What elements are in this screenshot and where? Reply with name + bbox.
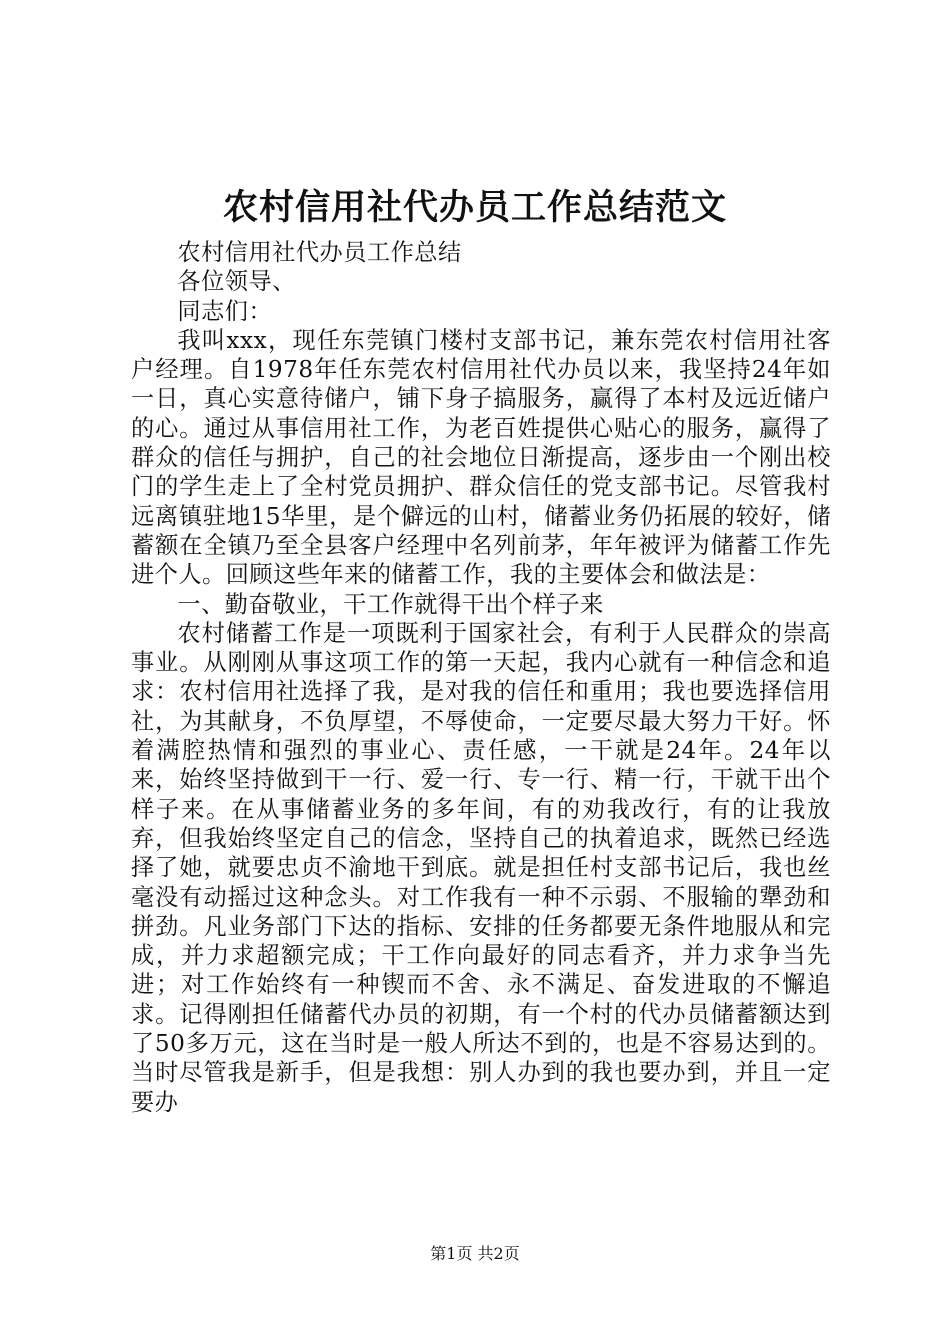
paragraph-intro: 我叫xxx，现任东莞镇门楼村支部书记，兼东莞农村信用社客户经理。自1978年任东莞农村信用社代办员以来，我坚持24年如一日，真心实意待储户，铺下身子搞服务，赢得了本村及远近储户的心。通过从事信用社工作，为老百姓提供心贴心的服务，赢得了群众的信任与拥护，自己的社会地位日渐提高，逐步由一个刚出校门的学生走上了全村党员拥护、群众信任的党支部书记。尽管我村远离镇驻地15华里，是个僻远的山村，储蓄业务仍拓展的较好，储蓄额在全镇乃至全县客户经理中名列前茅，年年被评为储蓄工作先进个人。回顾这些年来的储蓄工作，我的主要体会和做法是： xyxy=(131,326,831,589)
section-heading-1: 一、勤奋敬业，干工作就得干出个样子来 xyxy=(177,590,604,618)
greeting-line-2: 同志们： xyxy=(177,297,273,325)
document-subtitle: 农村信用社代办员工作总结 xyxy=(177,239,462,266)
page-footer: 第1页 共2页 xyxy=(430,1244,520,1263)
document-title: 农村信用社代办员工作总结范文 xyxy=(222,187,727,228)
paragraph-section-1: 农村储蓄工作是一项既利于国家社会，有利于人民群众的崇高事业。从刚刚从事这项工作的第一天起，我内心就有一种信念和追求：农村信用社选择了我，是对我的信任和重用；我也要选择信用社，为其献身，不负厚望，不辱使命，一定要尽最大努力干好。怀着满腔热情和强烈的事业心、责任感，一干就是24年。24年以来，始终坚持做到干一行、爱一行、专一行、精一行，干就干出个样子来。在从事储蓄业务的多年间，有的劝我改行，有的让我放弃，但我始终坚定自己的信念，坚持自己的执着追求，既然已经选择了她，就要忠贞不渝地干到底。就是担任村支部书记后，我也丝毫没有动摇过这种念头。对工作我有一种不示弱、不服输的犟劲和拼劲。凡业务部门下达的指标、安排的任务都要无条件地服从和完成，并力求超额完成；干工作向最好的同志看齐，并力求争当先进；对工作始终有一种锲而不舍、永不满足、奋发进取的不懈追求。记得刚担任储蓄代办员的初期，有一个村的代办员储蓄额达到了50多万元，这在当时是一般人所达不到的，也是不容易达到的。当时尽管我是新手，但是我想：别人办到的我也要办到，并且一定要办 xyxy=(131,619,831,1116)
document-body xyxy=(131,238,831,1117)
greeting-line-1: 各位领导、 xyxy=(177,268,296,296)
